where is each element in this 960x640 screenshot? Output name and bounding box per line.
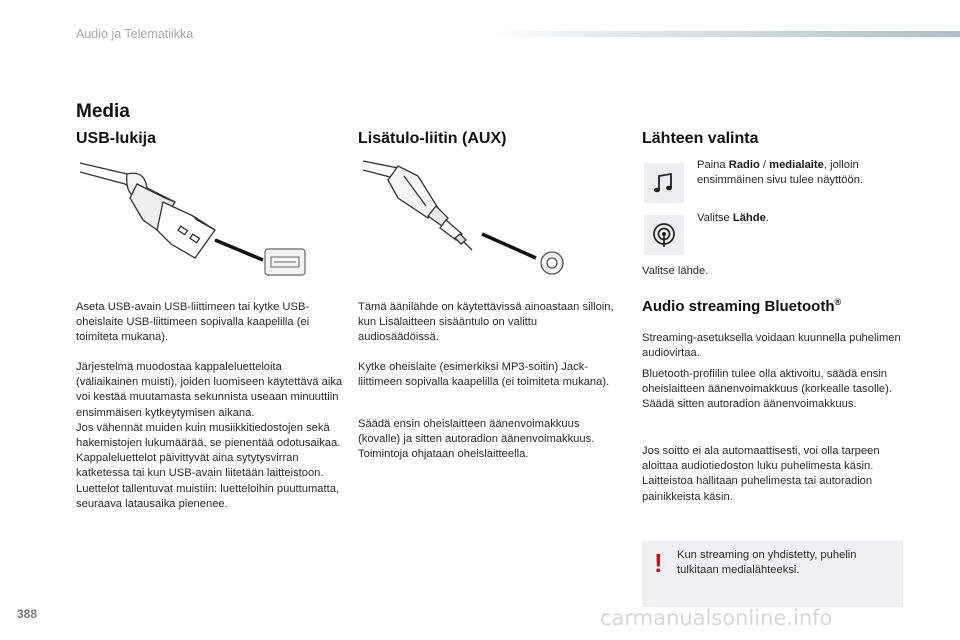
bluetooth-paragraph-2: Bluetooth-profiilin tulee olla aktivoitu, säädä ensin oheislaitteen äänenvoimakkuus (korkealle tasolle). Säädä sitten autoradion äänenvoimakkuus. [642, 368, 892, 411]
aux-jack-illustration [358, 158, 573, 278]
bluetooth-heading: Audio streaming Bluetooth® [642, 297, 842, 315]
usb-heading: USB-lukija [76, 130, 157, 147]
source-icon [644, 215, 684, 255]
section-title: Media [76, 101, 130, 122]
usb-plug-illustration [75, 158, 310, 278]
source-step-1: Paina Radio / medialaite, jolloin ensimmäinen sivu tulee näyttöön. [697, 159, 864, 187]
bluetooth-paragraph-3: Jos soitto ei ala automaattisesti, voi olla tarpeen aloittaa audiotiedoston luku puhelimesta käsin. Laitteistoa hallitaan puhelimesta tai autoradion painikkeista käsin. [642, 445, 880, 503]
warning-icon: ! [654, 548, 663, 578]
aux-heading: Lisätulo-liitin (AUX) [358, 130, 507, 147]
music-note-icon [644, 163, 684, 203]
bluetooth-paragraph-1: Streaming-asetuksella voidaan kuunnella puhelimen audiovirtaa. [642, 332, 901, 360]
note-text: Kun streaming on yhdistetty, puhelin tulkitaan medialähteeksi. [677, 549, 857, 577]
usb-paragraph-1: Aseta USB-avain USB-liittimeen tai kytke USB-oheislaite USB-liittimeen sopivalla kaapelilla (ei toimiteta mukana). [76, 301, 310, 344]
source-after-text: Valitse lähde. [642, 265, 709, 277]
usb-paragraph-2: Järjestelmä muodostaa kappaleluetteloita (väliaikainen muisti), joiden luomiseen käytettävä aika voi kestää muutamasta sekunnista useaan minuuttiin ensimmäisen kytkeytymisen aikana. Jos vähennät muiden kuin musiikkitiedostojen sekä hakemistojen lukumäärää, se pienentää odotusaikaa. Kappaleluettelot päivittyvät aina sytytysvirran katketessa tai kun USB-avain liitetään laitteistoon. Luettelot tallentuvat muistiin: luetteloihin puuttumatta, seuraava latausaika pienenee. [76, 361, 343, 510]
source-step-2: Valitse Lähde. [697, 212, 769, 224]
header-bar [492, 31, 960, 37]
aux-paragraph-2: Kytke oheislaite (esimerkiksi MP3-soitin) Jack-liittimeen sopivalla kaapelilla (ei toimiteta mukana). [358, 361, 610, 389]
header-title: Audio ja Telematiikka [76, 27, 194, 41]
watermark: carmanualsonline.info [600, 606, 833, 630]
source-heading: Lähteen valinta [642, 130, 759, 147]
aux-paragraph-1: Tämä äänilähde on käytettävissä ainoastaan silloin, kun Lisälaitteen sisääntulo on valittu audiosäädöissä. [358, 301, 614, 344]
page-number: 388 [17, 607, 38, 621]
aux-paragraph-3: Säädä ensin oheislaitteen äänenvoimakkuus (kovalle) ja sitten autoradion äänenvoimakkuus. Toimintoja ohjataan oheislaitteella. [358, 418, 595, 461]
